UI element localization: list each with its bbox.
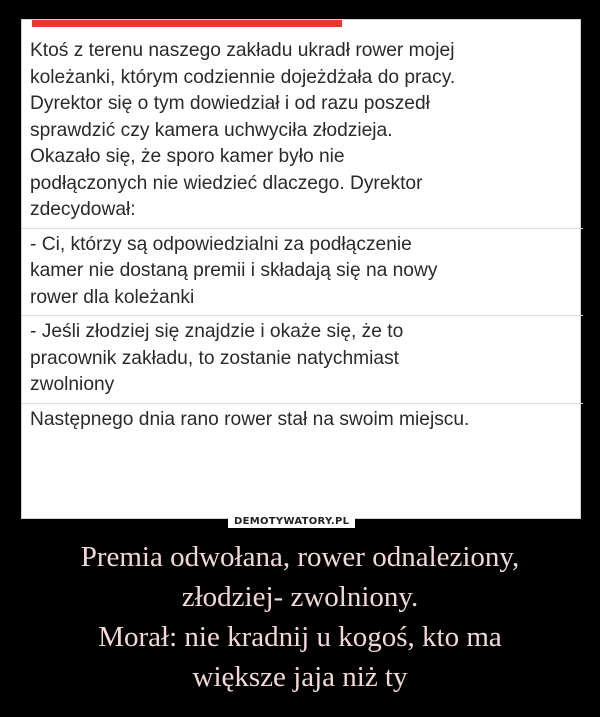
divider [22, 403, 583, 404]
post-paragraph [30, 319, 575, 399]
post-line: kamer nie dostaną premii i składają się na nowy [30, 260, 438, 281]
caption-line: złodziej- zwolniony. [181, 581, 419, 613]
post-line: Następnego dnia rano rower stał na swoim miejscu. [30, 408, 470, 430]
caption-line: Premia odwołana, rower odnaleziony, [80, 541, 520, 573]
post-line: - Jeśli złodziej się znajdzie i okaże się, że to [30, 321, 404, 342]
post-line: podłączonych nie wiedzieć dlaczego. Dyrektor [30, 172, 423, 194]
post-line: sprawdzić czy kamera uchwyciła złodzieja. [30, 119, 393, 141]
site-watermark: DEMOTYWATORY.PL [228, 514, 355, 528]
caption-line: większe jaja niż ty [192, 661, 408, 693]
meme-caption [20, 537, 580, 697]
divider [22, 228, 583, 229]
accent-bar [32, 20, 342, 27]
post-paragraph [30, 38, 575, 224]
post-line: Ktoś z terenu naszego zakładu ukradł rower mojej [30, 40, 455, 61]
post-line: pracownik zakładu, to zostanie natychmiast [30, 347, 400, 369]
screenshot-panel [21, 19, 581, 519]
post-paragraph [30, 407, 575, 434]
post-line: - Ci, którzy są odpowiedzialni za podłączenie [30, 233, 412, 255]
post-line: Dyrektor się o tym dowiedział i od razu poszedł [30, 93, 430, 114]
divider [22, 315, 583, 316]
post-line: koleżanki, którym codziennie dojeżdżała do pracy. [30, 66, 456, 88]
post-line: rower dla koleżanki [30, 286, 195, 308]
post-line: Okazało się, że sporo kamer było nie [30, 146, 345, 167]
post-line: zwolniony [30, 374, 115, 395]
post-paragraph [30, 232, 575, 312]
post-body [30, 38, 575, 433]
caption-line: Morał: nie kradnij u kogoś, kto ma [98, 621, 502, 653]
post-line: zdecydował: [30, 199, 136, 220]
